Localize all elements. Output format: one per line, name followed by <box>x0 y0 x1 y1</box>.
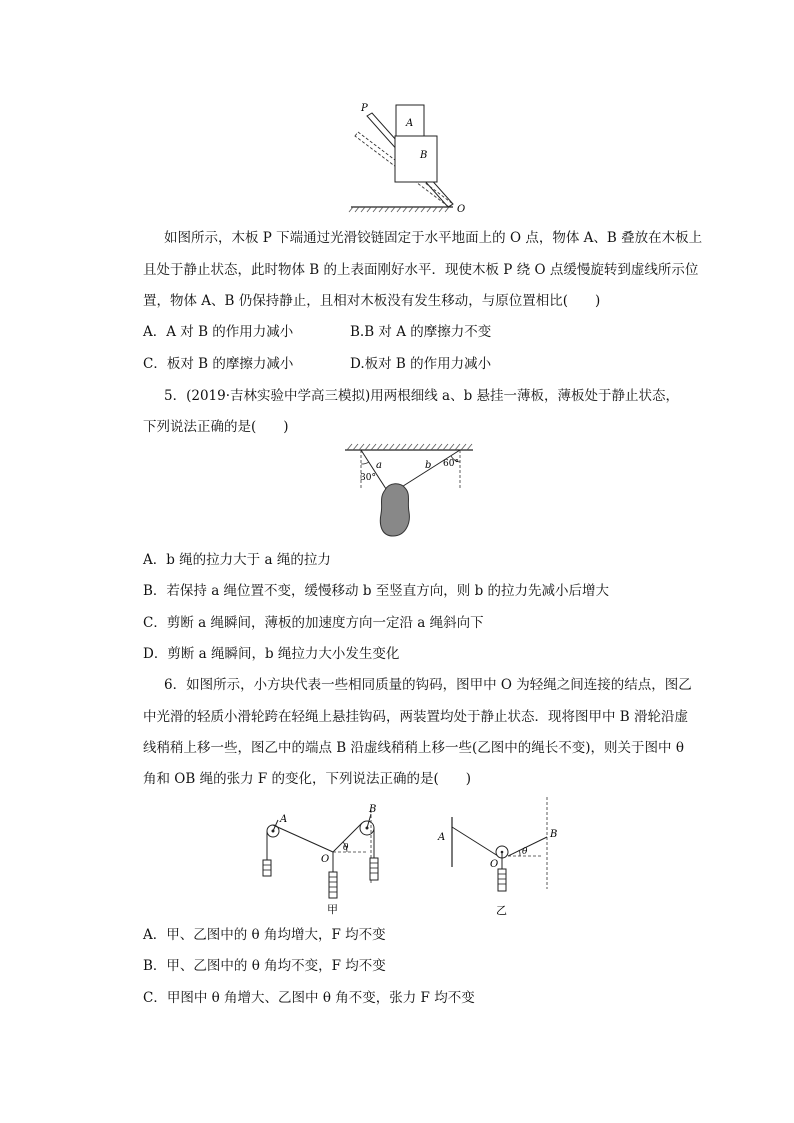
q4-stem-line-1: 如图所示，木板 P 下端通过光滑铰链固定于水平地面上的 O 点，物体 A、B 叠放在木板上 <box>164 230 703 246</box>
q5-label-b: b <box>425 460 432 471</box>
q4-option-D: D.板对 B 的作用力减小 <box>350 356 492 372</box>
q5-stem-line-1: 5．(2019·吉林实验中学高三模拟)用两根细线 a、b 悬挂一薄板，薄板处于静止状态， <box>164 388 680 404</box>
q4-option-A: A．A 对 B 的作用力减小 <box>143 324 294 340</box>
q6-jia-label-A: A <box>280 814 288 825</box>
q6-yi-label-theta: θ <box>522 847 528 857</box>
q6-yi-label-O: O <box>490 859 499 870</box>
q6-stem-line-2: 中光滑的轻质小滑轮跨在轻绳上悬挂钩码，两装置均处于静止状态．现将图甲中 B 滑轮沿虚 <box>143 709 689 725</box>
q5-angle-a: 30° <box>360 473 376 483</box>
q4-option-B: B.B 对 A 的摩擦力不变 <box>350 324 492 340</box>
q4-label-O: O <box>457 204 466 215</box>
q5-option-A: A．b 绳的拉力大于 a 绳的拉力 <box>143 552 331 568</box>
q4-label-B: B <box>420 150 428 161</box>
q4-label-A: A <box>406 118 414 129</box>
q5-label-a: a <box>376 460 382 471</box>
q6-yi-label-A: A <box>438 832 446 843</box>
q6-jia-label-O: O <box>321 854 330 865</box>
q6-stem-line-1: 6．如图所示，小方块代表一些相同质量的钩码，图甲中 O 为轻绳之间连接的结点，图乙 <box>164 677 692 693</box>
q5-angle-b: 60° <box>443 459 459 469</box>
q6-stem-line-4: 角和 OB 绳的张力 F 的变化，下列说法正确的是( ) <box>143 771 472 787</box>
q6-option-C: C．甲图中 θ 角增大、乙图中 θ 角不变，张力 F 均不变 <box>143 990 475 1006</box>
q6-stem-line-3: 线稍稍上移一些，图乙中的端点 B 沿虚线稍稍上移一些(乙图中的绳长不变)，则关于图中 θ <box>143 740 684 756</box>
q5-option-C: C．剪断 a 绳瞬间，薄板的加速度方向一定沿 a 绳斜向下 <box>143 615 484 631</box>
q6-jia-label-B: B <box>369 804 377 815</box>
q4-stem-line-3: 置，物体 A、B 仍保持静止，且相对木板没有发生移动，与原位置相比( ) <box>143 293 601 309</box>
q4-label-P: P <box>361 103 368 114</box>
q6-jia-caption: 甲 <box>327 903 338 916</box>
q6-option-A: A．甲、乙图中的 θ 角均增大，F 均不变 <box>143 927 386 943</box>
q5-option-D: D．剪断 a 绳瞬间，b 绳拉力大小发生变化 <box>143 646 400 662</box>
q6-yi-caption: 乙 <box>496 904 507 917</box>
q4-stem-line-2: 且处于静止状态，此时物体 B 的上表面刚好水平．现使木板 P 绕 O 点缓慢旋转到虚线所示位 <box>143 262 699 278</box>
q4-figure <box>345 100 475 215</box>
q6-jia-label-theta: θ <box>343 843 349 853</box>
q5-stem-line-2: 下列说法正确的是( ) <box>143 419 289 435</box>
q6-yi-label-B: B <box>550 829 558 840</box>
q5-option-B: B．若保持 a 绳位置不变，缓慢移动 b 至竖直方向，则 b 的拉力先减小后增大 <box>143 583 609 599</box>
q4-option-C: C．板对 B 的摩擦力减小 <box>143 356 294 372</box>
q5-figure <box>345 440 475 540</box>
q6-option-B: B．甲、乙图中的 θ 角均不变，F 均不变 <box>143 958 386 974</box>
q6-figure-jia <box>255 800 390 920</box>
q6-figure-yi <box>430 795 560 920</box>
